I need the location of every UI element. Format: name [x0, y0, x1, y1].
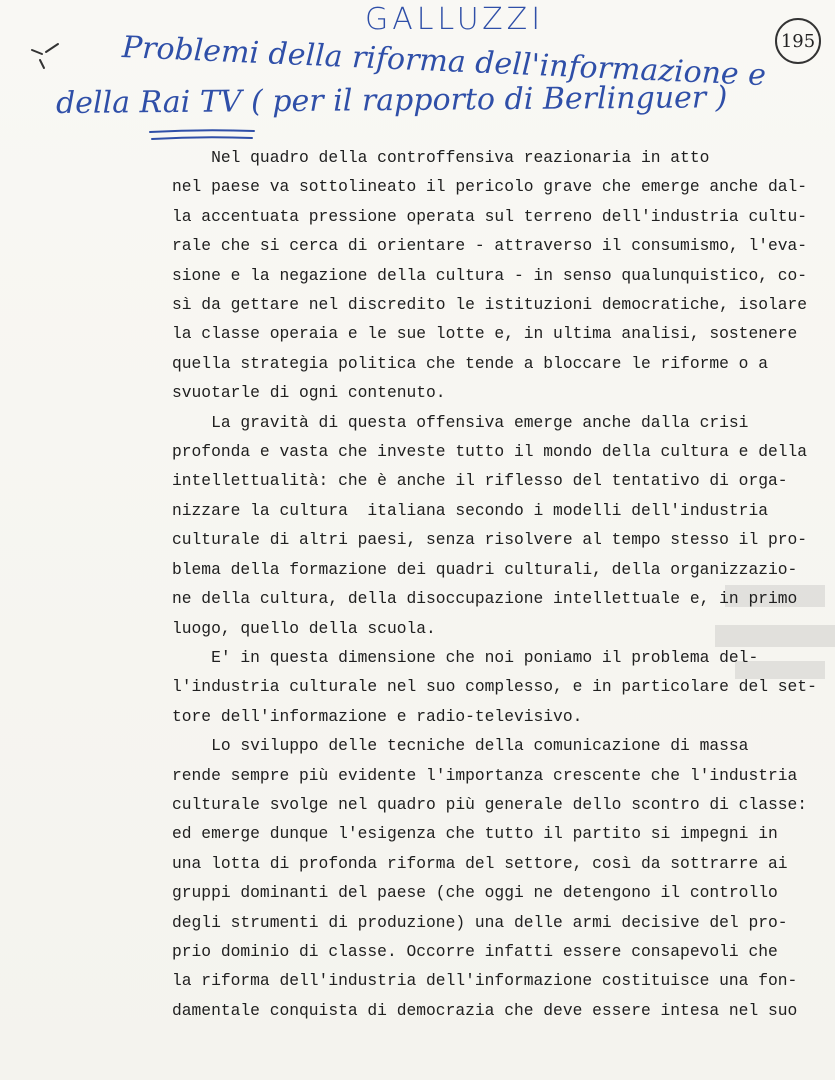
paragraph-2 [172, 408, 822, 643]
text-line: una lotta di profonda riforma del settore, così da sottrarre ai [172, 853, 788, 873]
paragraph-3 [172, 643, 822, 731]
text-line: la classe operaia e le sue lotte e, in ultima analisi, sostenere [172, 324, 798, 344]
text-line: blema della formazione dei quadri culturali, della organizzazio- [172, 559, 798, 579]
handwritten-underline [148, 128, 256, 142]
text-line: nel paese va sottolineato il pericolo grave che emerge anche dal- [172, 177, 808, 197]
text-line: Lo sviluppo delle tecniche della comunicazione di massa [172, 736, 749, 756]
text-line: rende sempre più evidente l'importanza crescente che l'industria [172, 765, 798, 785]
text-line: profonda e vasta che investe tutto il mondo della cultura e della [172, 442, 808, 462]
text-line: l'industria culturale nel suo complesso, e in particolare del set- [172, 677, 817, 697]
paragraph-4 [172, 731, 822, 1025]
text-line: culturale svolge nel quadro più generale dello scontro di classe: [172, 794, 808, 814]
text-line: svuotarle di ogni contenuto. [172, 383, 446, 403]
text-line: Nel quadro della controffensiva reazionaria in atto [172, 148, 710, 167]
text-line: luogo, quello della scuola. [172, 618, 436, 638]
text-line: intellettualità: che è anche il riflesso del tentativo di orga- [172, 471, 788, 491]
text-line: degli strumenti di produzione) una delle armi decisive del pro- [172, 912, 788, 932]
page-number-circle [775, 18, 821, 64]
text-line: la riforma dell'industria dell'informazione costituisce una fon- [172, 971, 798, 991]
pen-mark [28, 38, 68, 72]
text-line: ed emerge dunque l'esigenza che tutto il partito si impegni in [172, 824, 778, 844]
text-line: gruppi dominanti del paese (che oggi ne detengono il controllo [172, 883, 778, 903]
text-line: sì da gettare nel discredito le istituzioni democratiche, isolare [172, 295, 808, 315]
text-line: tore dell'informazione e radio-televisivo. [172, 706, 583, 726]
text-line: nizzare la cultura italiana secondo i modelli dell'industria [172, 500, 768, 520]
typed-body-text [172, 143, 822, 1025]
handwritten-title-line-1: Problemi della riforma dell'informazione e [121, 30, 767, 94]
handwritten-title-line-2: della Rai TV ( per il rapporto di Berlinguer ) [55, 80, 728, 121]
text-line: prio dominio di classe. Occorre infatti essere consapevoli che [172, 941, 778, 961]
text-line: la accentuata pressione operata sul terreno dell'industria cultu- [172, 206, 808, 226]
page-number: 195 [780, 30, 816, 52]
text-line: ne della cultura, della disoccupazione intellettuale e, in primo [172, 589, 798, 609]
text-line: sione e la negazione della cultura - in senso qualunquistico, co- [172, 265, 808, 285]
text-line: damentale conquista di democrazia che deve essere intesa nel suo [172, 1000, 798, 1020]
text-line: rale che si cerca di orientare - attraverso il consumismo, l'eva- [172, 236, 808, 256]
handwritten-author-name: GALLUZZI [365, 2, 545, 37]
text-line: E' in questa dimensione che noi poniamo il problema del- [172, 647, 759, 667]
text-line: culturale di altri paesi, senza risolvere al tempo stesso il pro- [172, 530, 808, 550]
paragraph-1 [172, 143, 822, 408]
text-line: La gravità di questa offensiva emerge anche dalla crisi [172, 412, 749, 432]
text-line: quella strategia politica che tende a bloccare le riforme o a [172, 353, 768, 373]
